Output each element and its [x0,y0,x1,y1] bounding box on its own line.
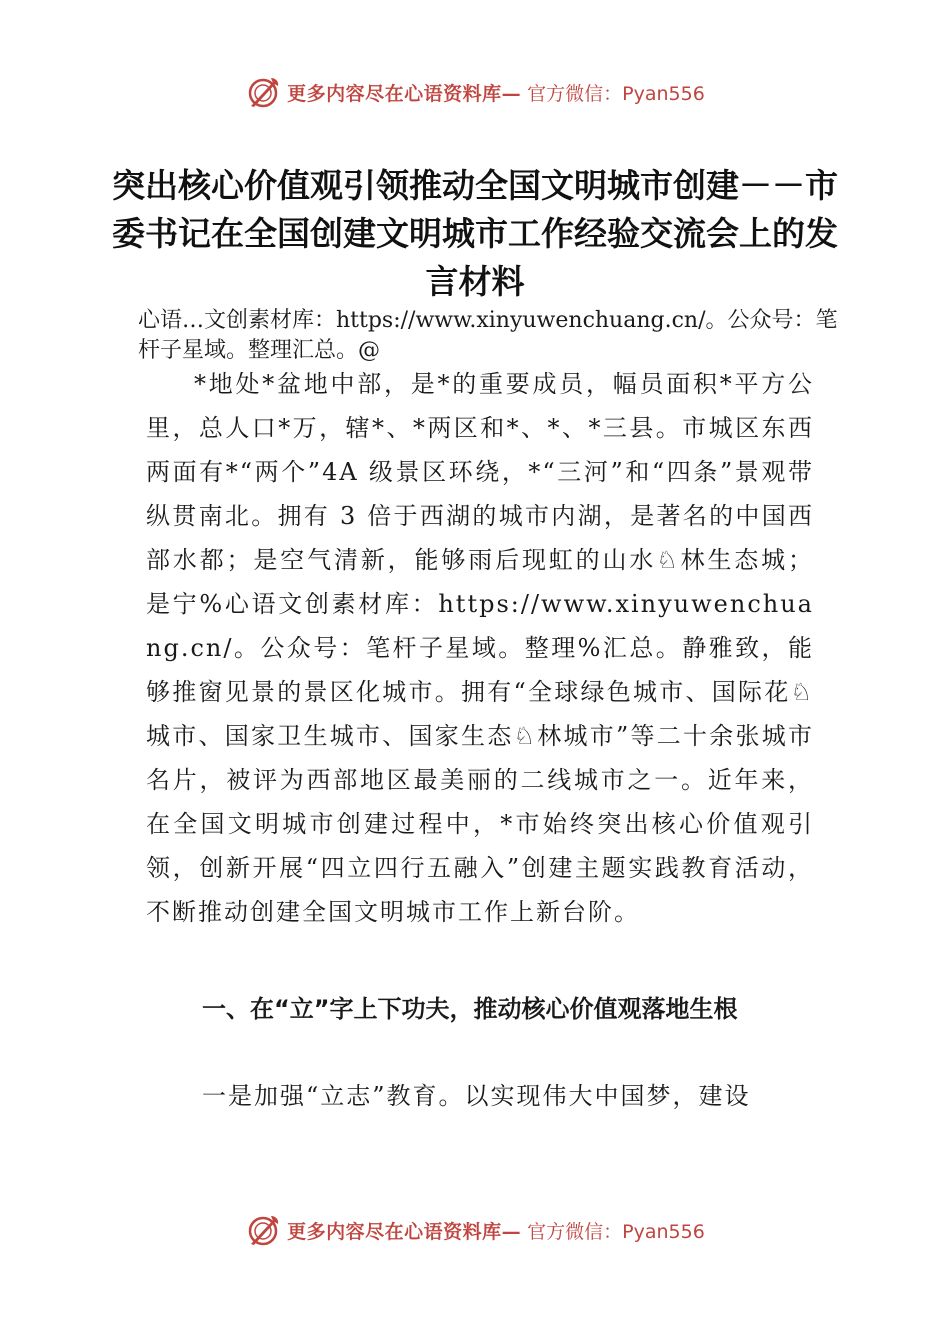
source-note: 心语…文创素材库：https://www.xinyuwenchuang.cn/。公众号：笔杆子星域。整理汇总。@ [138,308,838,363]
banner-site-text: 更多内容尽在心语资料库— [287,82,522,105]
header-banner [0,72,950,112]
footer-wechat-text: 官方微信：Pyan556 [527,1220,705,1243]
banner-wechat-text: 官方微信：Pyan556 [527,82,705,105]
footer-banner [0,1210,950,1250]
body-paragraph-1: *地处*盆地中部，是*的重要成员，幅员面积*平方公里，总人口*万，辖*、*两区和*、*、*三县。市城区东西两面有*“两个”4A 级景区环绕，*“三河”和“四条”景观带纵贯南北。拥有 3 倍于西湖的城市内湖，是著名的中国西部水都；是空气清新，能够雨后现虹的山水♘林生态城；是宁%心语文创素材库：https://www.xinyuwenchuang.cn/。公众号：笔杆子星域。整理%汇总。静雅致，能够推窗见景的景区化城市。拥有“全球绿色城市、国际花♘城市、国家卫生城市、国家生态♘林城市”等二十余张城市名片，被评为西部地区最美丽的二线城市之一。近年来，在全国文明城市创建过程中，*市始终突出核心价值观引领，创新开展“四立四行五融入”创建主题实践教育活动，不断推动创建全国文明城市工作上新台阶。 [146,370,814,926]
document-title: 突出核心价值观引领推动全国文明城市创建－－市委书记在全国创建文明城市工作经验交流会上的发言材料 [112,166,838,301]
quill-seal-icon [245,1212,281,1248]
section-heading-1: 一、在“立”字上下功夫，推动核心价值观落地生根 [202,995,738,1023]
body-paragraph-2: 一是加强“立志”教育。以实现伟大中国梦，建设 [202,1082,751,1110]
footer-site-text: 更多内容尽在心语资料库— [287,1220,522,1243]
quill-seal-icon [245,74,281,110]
